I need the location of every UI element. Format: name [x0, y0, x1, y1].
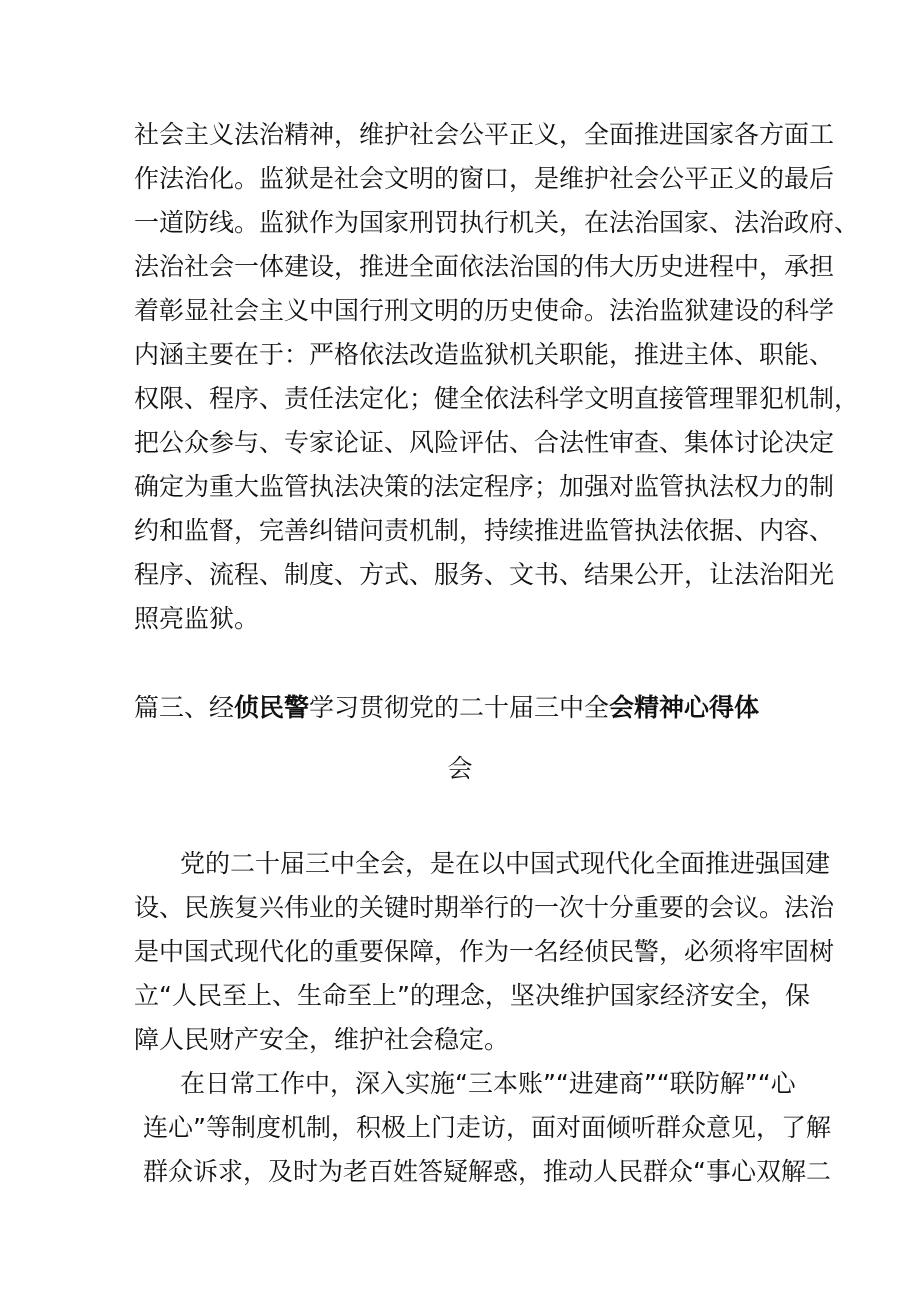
heading-part: 学习贯彻党的二十届三中全 — [309, 693, 610, 722]
body-text-line: 连心”等制度机制，积极上门走访，面对面倾听群众意见，了解 — [143, 1113, 831, 1142]
heading-part-bold: 会精神心得体 — [609, 693, 760, 722]
body-text-line: 着彰显社会主义中国行刑文明的历史使命。法治监狱建设的科学 — [134, 296, 835, 325]
body-text-line: 在日常工作中，深入实施“三本账”“进建商”“联防解”“心 — [180, 1069, 796, 1098]
section-heading-continuation: 会 — [447, 754, 473, 783]
body-text-line: 把公众参与、专家论证、风险评估、合法性审查、集体讨论决定 — [134, 428, 835, 457]
body-text-line: 障人民财产安全，维护社会稳定。 — [134, 1025, 510, 1054]
body-text-line: 程序、流程、制度、方式、服务、文书、结果公开，让法治阳光 — [134, 560, 835, 589]
body-text-line: 立“人民至上、生命至上”的理念，坚决维护国家经济安全，保 — [134, 981, 810, 1010]
body-text-line: 设、民族复兴伟业的关键时期举行的一次十分重要的会议。法治 — [134, 893, 835, 922]
body-text-line: 作法治化。监狱是社会文明的窗口，是维护社会公平正义的最后 — [134, 164, 835, 193]
body-text-line: 群众诉求，及时为老百姓答疑解惑，推动人民群众“事心双解二 — [143, 1157, 831, 1186]
body-text-line: 内涵主要在于：严格依法改造监狱机关职能，推进主体、职能、 — [134, 340, 835, 369]
heading-part-bold: 侦民警 — [234, 693, 310, 722]
body-text-line: 约和监督，完善纠错问责机制，持续推进监管执法依据、内容、 — [134, 516, 835, 545]
body-text-line: 法治社会一体建设，推进全面依法治国的伟大历史进程中，承担 — [134, 252, 835, 281]
body-text-line: 照亮监狱。 — [134, 604, 260, 633]
body-text-line: 权限、程序、责任法定化；健全依法科学文明直接管理罪犯机制， — [134, 384, 860, 413]
body-text-line: 社会主义法治精神，维护社会公平正义，全面推进国家各方面工 — [134, 120, 835, 149]
body-text-line: 确定为重大监管执法决策的法定程序；加强对监管执法权力的制 — [134, 472, 835, 501]
body-text-line: 一道防线。监狱作为国家刑罚执行机关，在法治国家、法治政府、 — [134, 208, 860, 237]
heading-part: 篇三、经 — [134, 693, 235, 722]
body-text-line: 党的二十届三中全会，是在以中国式现代化全面推进强国建 — [180, 849, 831, 878]
section-heading — [134, 690, 759, 726]
body-text-line: 是中国式现代化的重要保障，作为一名经侦民警，必须将牢固树 — [134, 937, 835, 966]
